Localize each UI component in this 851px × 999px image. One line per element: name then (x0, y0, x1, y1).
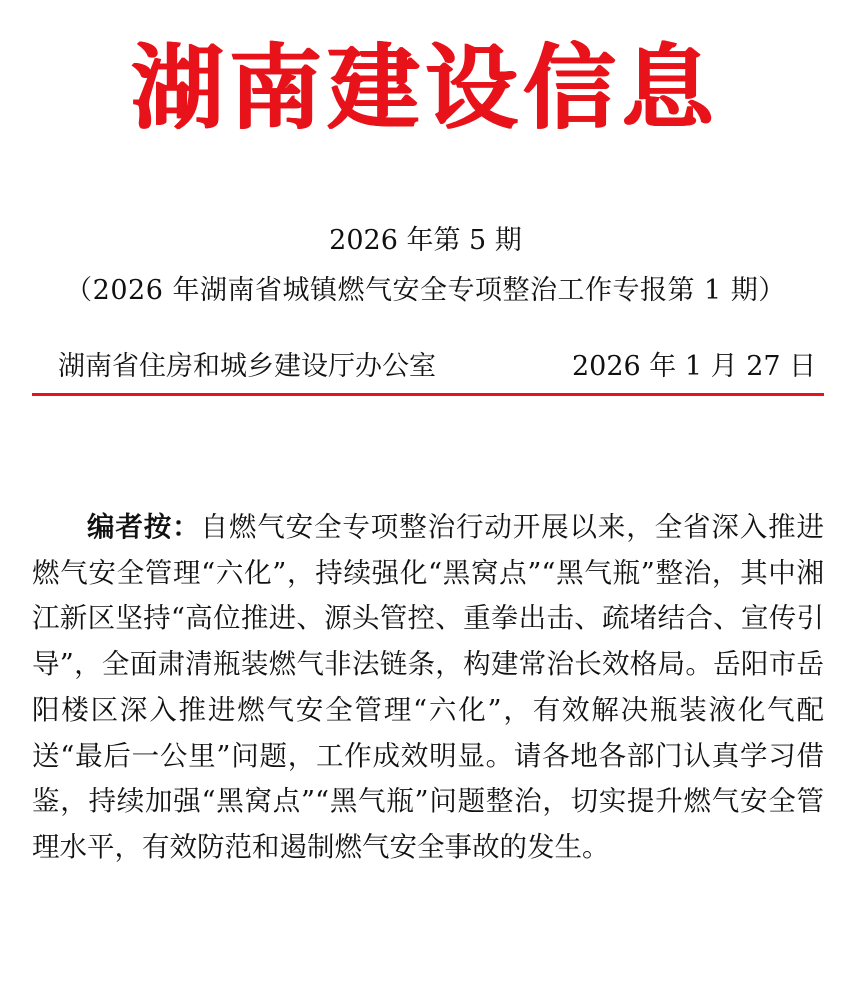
red-divider (32, 393, 824, 396)
masthead-title: 湖南建设信息 (131, 34, 720, 142)
issue-subtitle: （2026 年湖南省城镇燃气安全专项整治工作专报第 1 期） (65, 275, 786, 306)
issue-date: 2026 年 1 月 27 日 (572, 351, 817, 382)
editor-note-lead: 编者按： (87, 511, 201, 543)
editor-note (32, 505, 824, 871)
issue-number: 2026 年第 5 期 (329, 225, 522, 256)
editor-note-text: 自燃气安全专项整治行动开展以来，全省深入推进燃气安全管理“六化”，持续强化“黑窝点”“黑气瓶”整治，其中湘江新区坚持“高位推进、源头管控、重拳出击、疏堵结合、宣传引导”，全面肃清瓶装燃气非法链条，构建常治长效格局。岳阳市岳阳楼区深入推进燃气安全管理“六化”，有效解决瓶装液化气配送“最后一公里”问题，工作成效明显。请各地各部门认真学习借鉴，持续加强“黑窝点”“黑气瓶”问题整治，切实提升燃气安全管理水平，有效防范和遏制燃气安全事故的发生。 (32, 511, 825, 863)
issuer: 湖南省住房和城乡建设厅办公室 (58, 351, 436, 382)
